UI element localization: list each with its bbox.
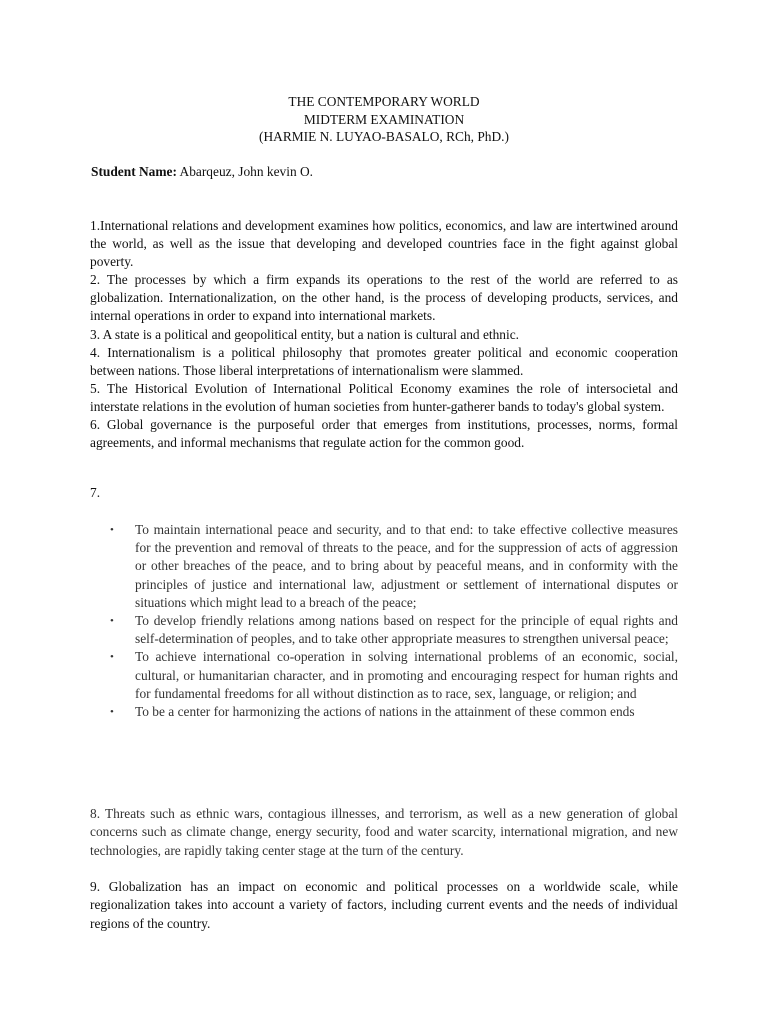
bullet-item [110,703,678,721]
student-name-line [91,163,313,181]
student-name-value: Abarqeuz, John kevin O. [179,164,314,179]
bullet-icon: • [110,651,114,664]
answer-6: 6. Global governance is the purposeful order that emerges from institutions, processes, norms, formal agreements, and informal mechanisms that regulate action for the common good. [90,417,678,451]
bullet-icon: • [110,615,114,628]
bullet-item [110,612,678,648]
bullet-text: To develop friendly relations among nations based on respect for the principle of equal rights and self-determination of peoples, and to take other appropriate measures to strengthen universal peace; [135,613,678,647]
question-7-bullet-list [110,521,678,721]
bullet-item [110,521,678,612]
answer-1: 1.International relations and development examines how politics, economics, and law are intertwined around the world, as well as the issue that developing and developed countries face in the fight against global poverty. [90,218,678,270]
bullet-text: To maintain international peace and security, and to that end: to take effective collective measures for the prevention and removal of threats to the peace, and for the suppression of acts of aggression or other breaches of the peace, and to bring about by peaceful means, and in conformity with the principles of justice and international law, adjustment or settlement of international disputes or situations which might lead to a breach of the peace; [135,522,678,610]
bullet-text: To achieve international co-operation in solving international problems of an economic, social, cultural, or humanitarian character, and in promoting and encouraging respect for human rights and for fundamental freedoms for all without distinction as to race, sex, language, or religion; and [135,649,678,701]
bullet-icon: • [110,524,114,536]
answer-5: 5. The Historical Evolution of International Political Economy examines the role of intersocietal and interstate relations in the evolution of human societies from hunter-gatherer bands to today's global system. [90,380,678,414]
instructor-name: (HARMIE N. LUYAO-BASALO, RCh, PhD.) [259,129,509,145]
answer-3: 3. A state is a political and geopolitical entity, but a nation is cultural and ethnic. [90,326,520,342]
answer-9: 9. Globalization has an impact on economic and political processes on a worldwide scale, while regionalization takes into account a variety of factors, including current events and the needs of individual regions of the country. [90,879,678,931]
document-title: THE CONTEMPORARY WORLD [288,94,480,109]
question-7-label: 7. [90,485,101,500]
document-subtitle: MIDTERM EXAMINATION [303,111,465,127]
bullet-text: To be a center for harmonizing the actions of nations in the attainment of these common ends [135,704,635,720]
answer-4: 4. Internationalism is a political philosophy that promotes greater political and economic cooperation between nations. Those liberal interpretations of internationalism were slammed. [90,344,678,378]
answer-2: 2. The processes by which a firm expands its operations to the rest of the world are referred to as globalization. Internationalization, on the other hand, is the process of developing products, services, and internal operations in order to expand into international markets. [90,272,678,324]
answers-list [90,217,678,452]
bullet-icon: • [110,706,114,719]
bullet-item [110,648,678,703]
document-header [0,93,768,146]
student-name-label: Student Name: [91,164,177,179]
answer-8: 8. Threats such as ethnic wars, contagious illnesses, and terrorism, as well as a new generation of global concerns such as climate change, energy security, food and water scarcity, international migration, and new technologies, are rapidly taking center stage at the turn of the century. [90,806,678,858]
